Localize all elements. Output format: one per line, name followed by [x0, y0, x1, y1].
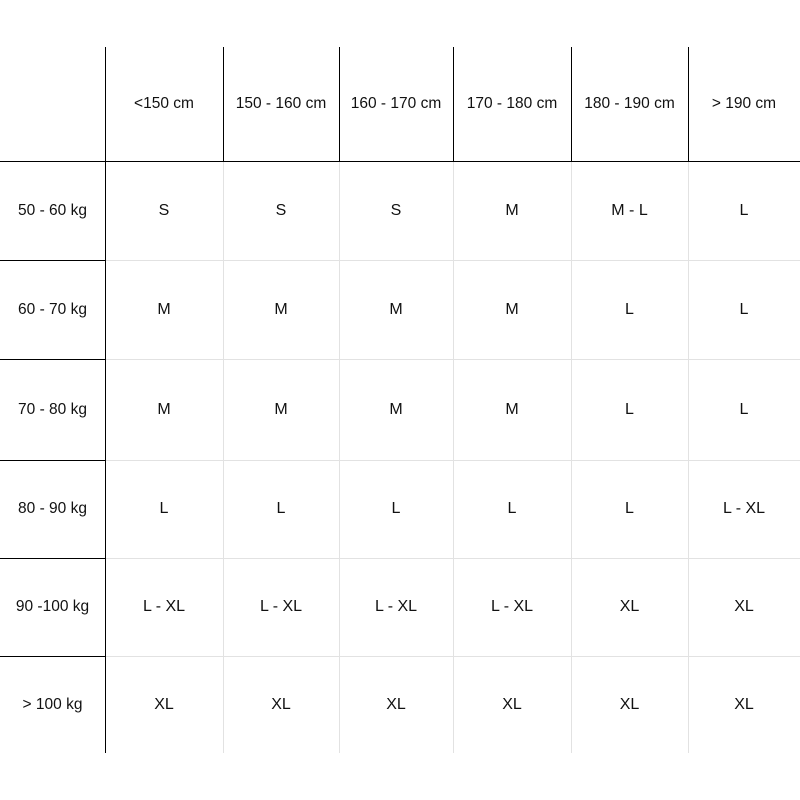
column-header: 150 - 160 cm [235, 95, 327, 112]
row-header: 60 - 70 kg [18, 300, 87, 318]
size-cell: XL [734, 695, 754, 713]
size-cell: L [625, 500, 634, 517]
row-header: > 100 kg [22, 695, 83, 713]
size-cell: M [157, 400, 171, 418]
column-header: <150 cm [134, 95, 194, 112]
size-cell: L [625, 300, 634, 318]
size-cell: M [274, 400, 288, 418]
size-cell: XL [386, 695, 406, 713]
size-cell: XL [502, 695, 522, 713]
size-cell: L - XL [722, 500, 766, 517]
size-cell: S [390, 201, 402, 219]
row-header: 90 -100 kg [15, 598, 90, 615]
size-cell: M [505, 201, 519, 219]
size-cell: XL [271, 695, 291, 713]
size-cell: L - XL [142, 598, 186, 615]
size-cell: S [275, 201, 287, 219]
size-cell: XL [619, 598, 640, 615]
column-header: 160 - 170 cm [350, 95, 442, 112]
size-cell: M [505, 400, 519, 418]
size-cell: XL [154, 695, 174, 713]
size-cell: L [739, 300, 749, 318]
size-cell: M - L [611, 201, 648, 219]
size-cell: M [389, 400, 403, 418]
column-header: 180 - 190 cm [584, 95, 675, 112]
size-cell: L [507, 500, 517, 517]
size-cell: XL [734, 598, 754, 615]
size-cell: L [625, 400, 634, 418]
size-cell: L [276, 500, 286, 517]
size-cell: S [158, 201, 170, 219]
size-cell: L [159, 500, 169, 517]
size-cell: L - XL [259, 598, 303, 615]
row-header: 70 - 80 kg [18, 400, 87, 418]
size-cell: L [739, 400, 749, 418]
size-cell: M [274, 300, 288, 318]
size-cell: L [739, 201, 749, 219]
row-header: 80 - 90 kg [18, 500, 87, 517]
size-cell: M [505, 300, 519, 318]
column-header: 170 - 180 cm [466, 95, 558, 112]
size-cell: L - XL [490, 598, 534, 615]
size-cell: M [157, 300, 171, 318]
size-cell: L [391, 500, 401, 517]
row-header: 50 - 60 kg [18, 201, 87, 219]
size-cell: XL [619, 695, 640, 713]
column-header: > 190 cm [711, 95, 777, 112]
size-cell: M [389, 300, 403, 318]
size-cell: L - XL [374, 598, 418, 615]
